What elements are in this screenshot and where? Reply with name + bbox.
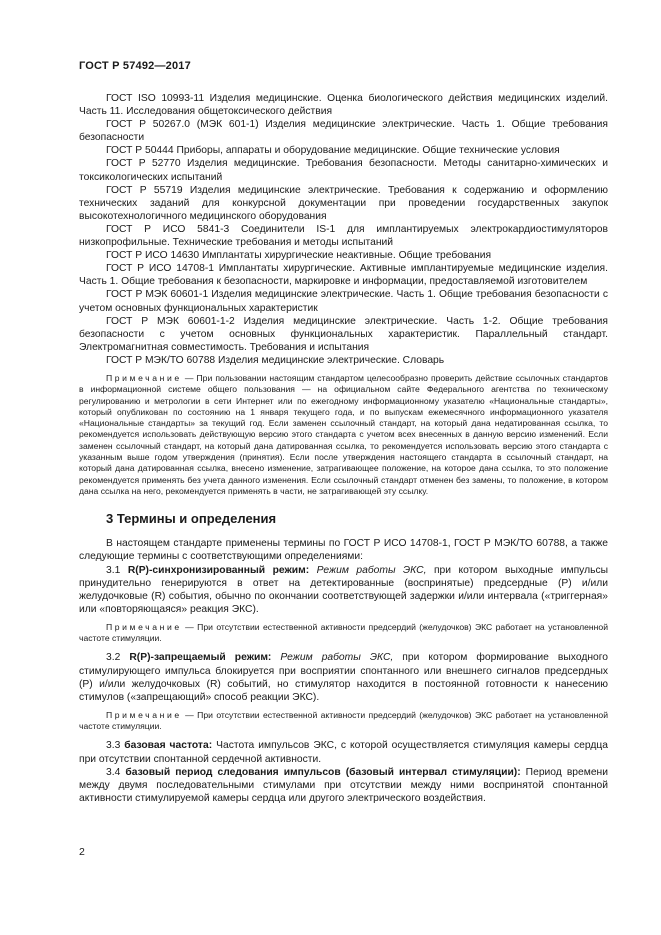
term-entry-3-1 (79, 564, 608, 616)
term-definition: при котором выходные импульсы принудительно генерируются в ответ на детектированные (воспринятые) предсердные (Р) и/или желудочковые (R) события, обычно по окончании соответствующей задержки и/или интервала («триггерная» или «повторяющаяся» реакция ЭКС). (79, 564, 608, 615)
term-name: базовая частота: (124, 740, 213, 752)
term-number: 3.3 (106, 740, 125, 752)
term-entry-3-2 (79, 651, 608, 703)
reference-item: ГОСТ Р 52770 Изделия медицинские. Требования безопасности. Методы санитарно-химических и токсикологических испытаний (79, 158, 608, 183)
term-entry-3-4 (79, 766, 608, 805)
term-name: R(P)-синхронизированный режим: (127, 564, 310, 576)
note-text: — При отсутствии естественной активности предсердий (желудочков) ЭКС работает на установленной частоте стимуляции. (79, 709, 608, 732)
note-label: Примечание (106, 621, 182, 632)
page-number: 2 (79, 846, 85, 858)
section-heading: 3 Термины и определения (106, 511, 277, 527)
term-number: 3.4 (106, 766, 126, 778)
note-label: Примечание (106, 709, 182, 720)
note-text: — При пользовании настоящим стандартом целесообразно проверить действие ссылочных стандартов в информационной системе общего пользования — на официальном сайте Федерального агентства по техническому регулированию и метрологии в сети Интернет или по ежегодному информационному указателю «Национальные стандарты», который опубликован по состоянию на 1 января текущего года, и по выпускам ежемесячного информационного указателя «Национальные стандарты» за текущий год. Если заменен ссылочный стандарт, на который дана недатированная ссылка, то рекомендуется использовать действующую версию этого стандарта с учетом всех внесенных в данную версию изменений. Если заменен ссылочный стандарт, на который дана датированная ссылка, то рекомендуется использовать версию этого стандарта с указанным выше годом утверждения (принятия). Если после утверждения настоящего стандарта в ссылочный стандарт, на который дана датированная ссылка, внесено изменение, затрагивающее положение, на которое дана ссылка, то это положение рекомендуется применять без учета данного изменения. Если ссылочный стандарт отменен без замены, то положение, в котором дана ссылка на него, рекомендуется применять в части, не затрагивающей эту ссылку. (79, 372, 608, 496)
reference-item: ГОСТ Р ИСО 5841-3 Соединители IS-1 для имплантируемых электрокардиостимуляторов низкопрофильные. Технические требования и методы испытаний (79, 223, 608, 249)
page-content (79, 92, 608, 805)
term-definition-start: Режим работы ЭКС, (271, 652, 394, 664)
reference-item: ГОСТ Р МЭК/ТО 60788 Изделия медицинские электрические. Словарь (106, 354, 445, 366)
reference-item: ГОСТ Р ИСО 14708-1 Имплантаты хирургические. Активные имплантируемые медицинские изделия. Часть 1. Общие требования к безопасности, маркировке и информации, предоставляемой изготовителем (79, 263, 608, 288)
reference-item: ГОСТ Р ИСО 14630 Имплантаты хирургические неактивные. Общие требования (106, 250, 492, 262)
term-definition: при котором формирование выходного стимулирующего импульса блокируется при восприятии спонтанного или внешнего сигналов предсердных (Р) и/или желудочковых (R) событий, но стимулятор находится в постоянной готовности к нанесению стимулов («запрещающий» способ реакции ЭКС). (79, 652, 609, 703)
term-definition-start: Режим работы ЭКС, (309, 564, 427, 576)
note-3-1 (79, 622, 608, 645)
reference-item: ГОСТ Р 55719 Изделия медицинские электрические. Требования к содержанию и оформлению технических заданий для конкурсной документации при проведении государственных закупок высокотехнологичного медицинского оборудования (79, 184, 608, 222)
reference-item: ГОСТ Р 50444 Приборы, аппараты и оборудование медицинские. Общие технические условия (106, 145, 560, 157)
term-entry-3-3 (79, 739, 608, 765)
note-label: Примечание (106, 372, 182, 383)
reference-item: ГОСТ Р МЭК 60601-1 Изделия медицинские электрические. Часть 1. Общие требования безопасности с учетом основных функциональных характеристик (79, 289, 608, 314)
note-references (79, 373, 608, 497)
reference-item: ГОСТ Р 50267.0 (МЭК 601-1) Изделия медицинские электрические. Часть 1. Общие требования безопасности (79, 119, 608, 144)
reference-item: ГОСТ Р МЭК 60601-1-2 Изделия медицинские электрические. Часть 1-2. Общие требования безопасности с учетом основных функциональных характеристик. Параллельный стандарт. Электромагнитная совместимость. Требования и испытания (79, 315, 608, 353)
term-definition: Частота импульсов ЭКС, с которой осуществляется стимуляция камеры сердца при отсутствии спонтанной сердечной активности. (79, 740, 608, 765)
note-3-2 (79, 710, 608, 733)
term-name: R(P)-запрещаемый режим: (129, 652, 272, 664)
term-definition: Период времени между двумя последовательными стимулами при отсутствии между ними воспринятой спонтанной активности стимулируемой камеры сердца или другого электрического воздействия. (79, 766, 609, 804)
term-number: 3.2 (106, 652, 130, 664)
section-intro: В настоящем стандарте применены термины по ГОСТ Р ИСО 14708-1, ГОСТ Р МЭК/ТО 60788, а также следующие термины с соответствующими определениями: (79, 538, 608, 563)
document-header: ГОСТ Р 57492—2017 (79, 60, 191, 72)
term-number: 3.1 (106, 564, 128, 576)
reference-item: ГОСТ ISO 10993-11 Изделия медицинские. Оценка биологического действия медицинских изделий. Часть 11. Исследования общетоксического действия (79, 93, 608, 118)
note-text: — При отсутствии естественной активности предсердий (желудочков) ЭКС работает на установленной частоте стимуляции. (79, 621, 608, 644)
term-name: базовый период следования импульсов (базовый интервал стимуляции): (125, 766, 521, 778)
